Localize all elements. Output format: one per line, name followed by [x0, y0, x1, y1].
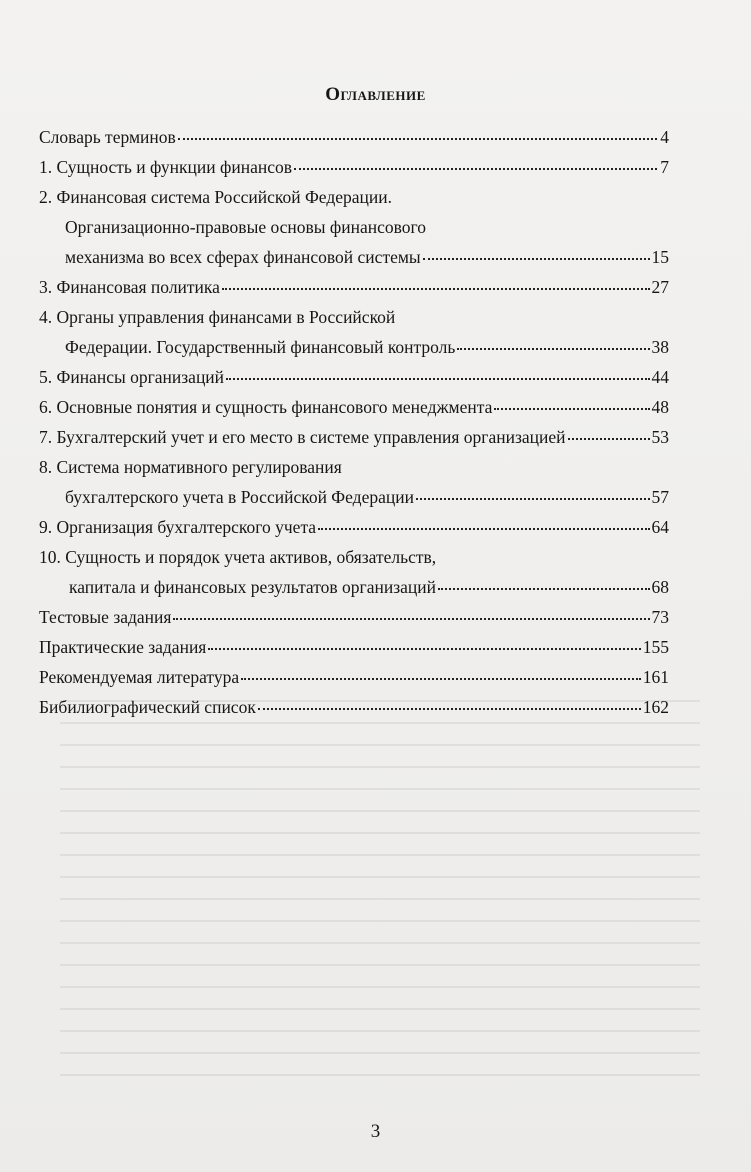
toc-page-number: 48 [651, 397, 669, 417]
leader-dots [258, 708, 641, 710]
toc-entry[interactable] [39, 632, 669, 662]
toc-page-number: 7 [660, 157, 669, 177]
toc-page-number: 73 [651, 607, 669, 627]
toc-entry-label-cont: механизма во всех сферах финансовой системы [65, 247, 421, 267]
toc-page-number: 4 [660, 127, 669, 147]
toc-entry-label: Практические задания [39, 637, 207, 657]
toc-entry-label-cont: Федерации. Государственный финансовый контроль [65, 337, 456, 357]
page-title: Оглавление [325, 84, 426, 105]
leader-dots [173, 618, 649, 620]
leader-dots [241, 678, 641, 680]
toc-page-number: 53 [651, 427, 669, 447]
leader-dots [226, 378, 649, 380]
leader-dots [494, 408, 649, 410]
toc-page-number: 57 [651, 487, 669, 507]
toc-entry[interactable] [39, 272, 669, 302]
toc-entry[interactable] [39, 122, 669, 152]
toc-page-number: 155 [642, 637, 669, 657]
toc-entry[interactable] [39, 512, 669, 542]
toc-entry[interactable] [39, 392, 669, 422]
toc-entry[interactable] [39, 182, 669, 272]
toc-entry-label-cont: капитала и финансовых результатов организаций [69, 577, 437, 597]
leader-dots [294, 168, 657, 170]
toc-entry[interactable] [39, 542, 669, 602]
table-of-contents [39, 122, 669, 722]
leader-dots [416, 498, 650, 500]
toc-entry-label: Словарь терминов [39, 127, 176, 147]
toc-entry-label-cont: бухгалтерского учета в Российской Федерации [65, 487, 414, 507]
toc-entry-label: Тестовые задания [39, 607, 172, 627]
toc-entry-label: 3. Финансовая политика [39, 277, 220, 297]
toc-entry-label-cont: Организационно-правовые основы финансового [65, 217, 427, 237]
toc-page-number: 162 [642, 697, 669, 717]
leader-dots [318, 528, 649, 530]
toc-entry[interactable] [39, 692, 669, 722]
leader-dots [457, 348, 649, 350]
toc-page-number: 15 [651, 247, 669, 267]
toc-entry-label: Рекомендуемая литература [39, 667, 240, 687]
toc-page-number: 64 [651, 517, 669, 537]
toc-entry[interactable] [39, 452, 669, 512]
toc-entry[interactable] [39, 602, 669, 632]
toc-entry-label: 9. Организация бухгалтерского учета [39, 517, 317, 537]
leader-dots [438, 588, 649, 590]
toc-entry-label: 5. Финансы организаций [39, 367, 225, 387]
toc-entry-label: 6. Основные понятия и сущность финансового менеджмента [39, 397, 493, 417]
toc-entry-label: 2. Финансовая система Российской Федерации. [39, 187, 392, 207]
leader-dots [568, 438, 650, 440]
leader-dots [222, 288, 650, 290]
leader-dots [208, 648, 640, 650]
toc-page-number: 27 [651, 277, 669, 297]
toc-entry-label: 7. Бухгалтерский учет и его место в системе управления организацией [39, 427, 566, 447]
toc-entry[interactable] [39, 422, 669, 452]
toc-entry[interactable] [39, 302, 669, 362]
toc-page-number: 68 [651, 577, 669, 597]
toc-entry-label: 4. Органы управления финансами в Российской [39, 307, 396, 327]
bleed-through-text [60, 700, 700, 1080]
toc-entry-label: 1. Сущность и функции финансов [39, 157, 292, 177]
leader-dots [178, 138, 657, 140]
toc-entry[interactable] [39, 152, 669, 182]
toc-entry-label: Бибилиографический список [39, 697, 256, 717]
toc-page-number: 38 [651, 337, 669, 357]
toc-page-number: 44 [651, 367, 669, 387]
toc-entry-label: 8. Система нормативного регулирования [39, 457, 342, 477]
leader-dots [423, 258, 650, 260]
page-number: 3 [370, 1121, 381, 1142]
toc-page-number: 161 [642, 667, 669, 687]
toc-entry[interactable] [39, 362, 669, 392]
toc-entry-label: 10. Сущность и порядок учета активов, обязательств, [39, 547, 437, 567]
toc-entry[interactable] [39, 662, 669, 692]
